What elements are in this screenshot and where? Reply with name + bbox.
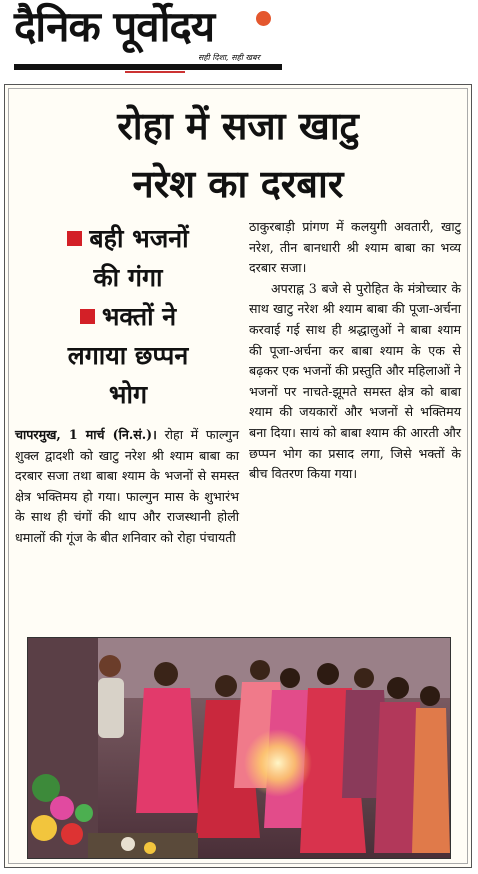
event-photo [27, 637, 451, 859]
newspaper-tagline: सही दिशा, सही खबर [198, 53, 260, 62]
article-paragraph: अपराह्न 3 बजे से पुरोहित के मंत्रोच्चार के साथ खाटु नरेश श्री श्याम बाबा की पूजा-अर्चना करवाई गई साथ ही श्रद्धालुओं ने बाबा श्याम की पूजा-अर्चना कर बाबा श्याम के एक से बढ़कर एक भजनों की प्रस्तुति और महिलाओं ने भजनों पर नाचते-झूमते समस्त क्षेत्र को बाबा श्याम की जयकारों और भजनों से भक्तिमय बना दिया। सायं को बाबा श्याम की आरती और छप्पन भोग का प्रसाद लगा, जिसे भक्तों के बीच वितरण किया गया। [249, 280, 462, 482]
article-column-right [249, 217, 461, 485]
headline-line-1: रोहा में सजा खाटु [117, 103, 359, 148]
subhead-line [15, 219, 241, 258]
article-column-left [15, 425, 239, 549]
masthead-rule [14, 64, 282, 70]
subhead-text: भक्तों ने [101, 302, 177, 331]
article-paragraph [15, 425, 239, 549]
article-subheads [15, 219, 241, 414]
red-square-bullet-icon [80, 309, 95, 324]
article-paragraph: ठाकुरबाड़ी प्रांगण में कलयुगी अवतारी, खाटु नरेश, तीन बानधारी श्री श्याम बाबा का भव्य दरबार सजा। [249, 219, 461, 276]
subhead-text: भोग [108, 380, 148, 409]
article-headline [15, 97, 461, 213]
subhead-line [15, 258, 241, 297]
subhead-text: की गंगा [93, 263, 163, 292]
logo-dot-icon [256, 11, 271, 26]
dateline: चापरमुख, 1 मार्च (नि.सं.)। [15, 427, 157, 442]
masthead [0, 0, 478, 78]
event-photo-image [28, 638, 450, 858]
subhead-text: लगाया छप्पन [67, 341, 189, 370]
newspaper-logo: दैनिक पूर्वोदय [14, 2, 215, 51]
red-square-bullet-icon [67, 231, 82, 246]
masthead-accent-line [125, 71, 185, 73]
article-clipping [4, 84, 472, 868]
left-body-text: रोहा में फाल्गुन शुक्ल द्वादशी को खाटु नरेश श्री श्याम बाबा का दरबार सजा तथा बाबा श्याम के भजनों से समस्त क्षेत्र भक्तिमय हो गया। फाल्गुन मास के शुभारंभ के साथ ही चंगों की थाप और राजस्थानी होली धमालों की गूंज के बीत शनिवार को रोहा पंचायती [15, 427, 239, 545]
subhead-text: बही भजनों [89, 224, 189, 253]
subhead-line [15, 297, 241, 336]
subhead-line [15, 336, 241, 375]
headline-line-2: नरेश का दरबार [132, 161, 344, 206]
subhead-line [15, 375, 241, 414]
